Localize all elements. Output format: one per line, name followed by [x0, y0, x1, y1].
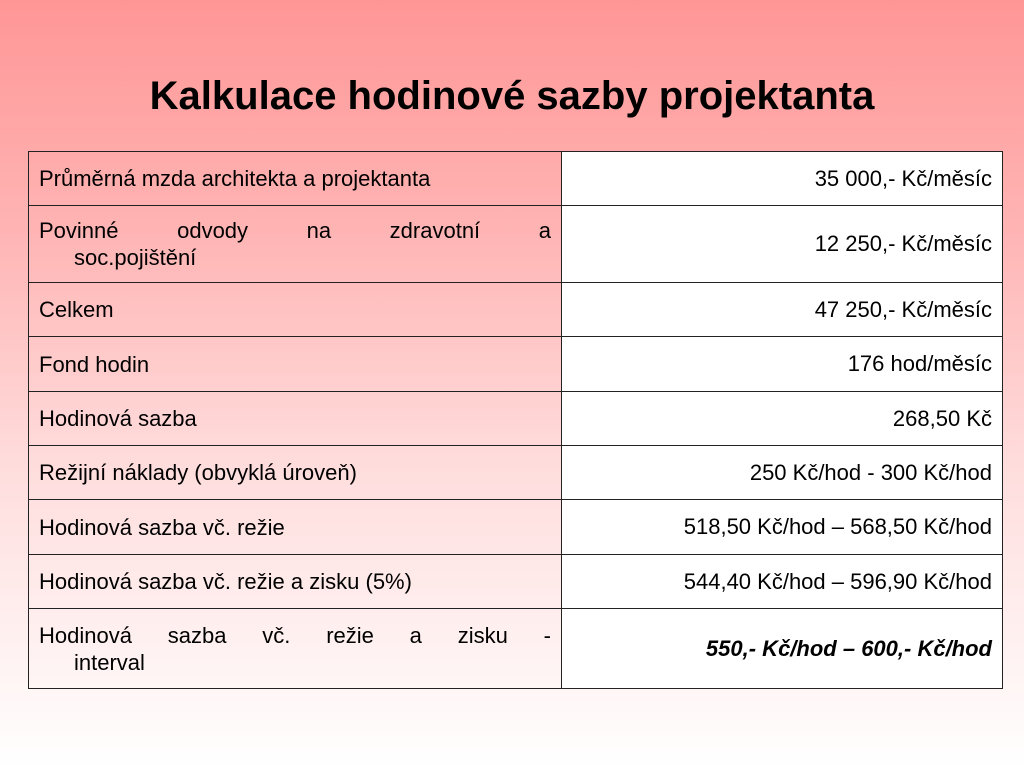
row-label: Fond hodin — [29, 337, 562, 392]
table-row — [29, 392, 1003, 446]
rate-calculation-table — [28, 151, 1003, 689]
row-value: 518,50 Kč/hod – 568,50 Kč/hod — [562, 500, 1003, 555]
row-value: 35 000,- Kč/měsíc — [562, 152, 1003, 206]
row-label-line: interval — [74, 649, 145, 675]
row-label-line: soc.pojištění — [74, 245, 197, 270]
row-value-highlighted: 550,- Kč/hod – 600,- Kč/hod — [562, 609, 1003, 689]
row-label: Celkem — [29, 283, 562, 337]
table-row — [29, 337, 1003, 392]
table-row — [29, 283, 1003, 337]
row-value: 176 hod/měsíc — [562, 337, 1003, 392]
table-row — [29, 555, 1003, 609]
table-row — [29, 609, 1003, 689]
page-title: Kalkulace hodinové sazby projektanta — [149, 74, 875, 118]
row-value: 250 Kč/hod - 300 Kč/hod — [562, 446, 1003, 500]
row-label — [29, 206, 562, 283]
row-value: 47 250,- Kč/měsíc — [562, 283, 1003, 337]
row-label: Hodinová sazba vč. režie — [29, 500, 562, 555]
row-label: Průměrná mzda architekta a projektanta — [29, 152, 562, 206]
row-label: Hodinová sazba vč. režie a zisku (5%) — [29, 555, 562, 609]
row-value: 12 250,- Kč/měsíc — [562, 206, 1003, 283]
table-row — [29, 152, 1003, 206]
table-row — [29, 206, 1003, 283]
row-label: Hodinová sazba — [29, 392, 562, 446]
table-row — [29, 500, 1003, 555]
row-label-line: Hodinová sazba vč. režie a zisku - — [39, 622, 551, 648]
row-value: 544,40 Kč/hod – 596,90 Kč/hod — [562, 555, 1003, 609]
row-label-line: Povinné odvody na zdravotní a — [39, 218, 551, 243]
table-row — [29, 446, 1003, 500]
row-value: 268,50 Kč — [562, 392, 1003, 446]
row-label — [29, 609, 562, 689]
row-label: Režijní náklady (obvyklá úroveň) — [29, 446, 562, 500]
